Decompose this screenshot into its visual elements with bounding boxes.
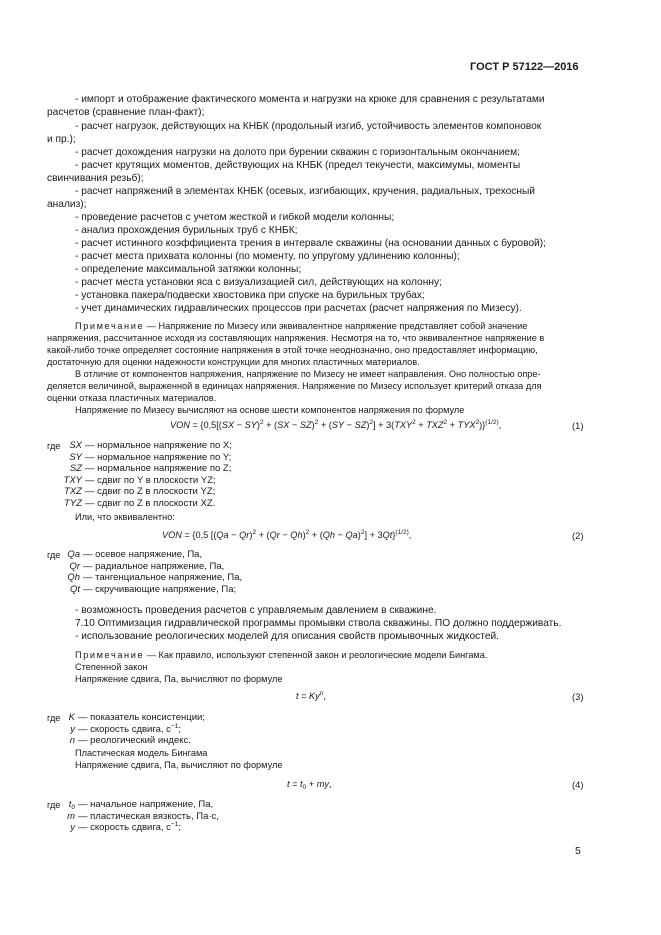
formula-power-law: $t = Ky^n$, bbox=[296, 690, 326, 701]
definition-row: TXZ — сдвиг по Z в плоскости YZ; bbox=[64, 486, 216, 498]
definition-row: n — реологический индекс. bbox=[69, 735, 191, 747]
where-label: где bbox=[47, 800, 61, 810]
note-text: напряжения, рассчитанное исходя из составляющих напряжения. Несмотря на то, что эквивалентное напряжение в bbox=[47, 333, 545, 343]
definition-row: SX — нормальное напряжение по X; bbox=[69, 440, 232, 451]
list-item: - использование реологических моделей для описания свойств промывочных жидкостей. bbox=[75, 631, 500, 642]
definition-row: y — скорость сдвига, $с^{-1}$; bbox=[70, 722, 181, 735]
list-item: - импорт и отображение фактического момента и нагрузки на крюке для сравнения с результатами bbox=[75, 94, 545, 105]
note-text: оценки отказа пластичных материалов. bbox=[47, 393, 217, 403]
note-rheology bbox=[75, 649, 487, 661]
list-item: - проведение расчетов с учетом жесткой и гибкой модели колонны; bbox=[75, 212, 395, 223]
list-item: - расчет дохождения нагрузки на долото при бурении скважин с горизонтальным окончанием; bbox=[75, 147, 520, 158]
list-item: - расчет нагрузок, действующих на КНБК (продольный изгиб, устойчивость элементов компоновок bbox=[75, 121, 542, 132]
definition-row: Qr — радиальное напряжение, Па, bbox=[69, 560, 225, 572]
variable-definitions bbox=[60, 799, 219, 834]
note-text: деляется величиной, выраженной в единицах напряжения. Напряжение по Мизесу использует критерий отказа для bbox=[47, 381, 542, 391]
page-number: 5 bbox=[575, 845, 581, 857]
where-label: где bbox=[47, 441, 61, 451]
list-item: - расчет крутящих моментов, действующих на КНБК (предел текучести, максимумы, моменты bbox=[75, 160, 521, 171]
formula-intro: Напряжение сдвига, Па, вычисляют по формуле bbox=[75, 760, 283, 770]
variable-definitions bbox=[60, 440, 232, 510]
formula-von-mises-alt: VON = {0,5 $[(Qa - Qr)^2 + (Qr - Qh)^2 + (Qh - Qa)^2] + 3Qt\}^{(1/2)}$, bbox=[162, 529, 412, 540]
list-item: - расчет истинного коэффициента трения в интервале скважины (на основании данных с буровой); bbox=[75, 238, 546, 249]
note-label: Примечание bbox=[75, 650, 145, 660]
note-text: В отличие от компонентов напряжения, напряжение по Мизесу не имеет направления. Оно полностью опре- bbox=[75, 369, 541, 379]
definition-row: y — скорость сдвига, $с^{-1}$; bbox=[70, 821, 181, 834]
list-item: - расчет напряжений в элементах КНБК (осевых, изгибающих, кручения, радиальных, трехосный bbox=[75, 186, 535, 197]
list-item: и пр.); bbox=[47, 134, 76, 145]
definition-row: Qt — скручивающие напряжение, Па; bbox=[69, 583, 237, 595]
where-label: где bbox=[47, 550, 61, 560]
definition-row: SY — нормальное напряжение по Y; bbox=[69, 451, 232, 463]
list-item: - анализ прохождения бурильных труб с КНБК; bbox=[75, 225, 298, 236]
list-item: - расчет места прихвата колонны (по моменту, по упругому удлинению колонны); bbox=[75, 251, 460, 262]
definition-row: Qh — тангенциальное напряжение, Па, bbox=[67, 572, 243, 584]
note-text: — Напряжение по Мизесу или эквивалентное напряжение представляет собой значение bbox=[146, 321, 528, 331]
formula-intro: Напряжение по Мизесу вычисляют на основе шести компонентов напряжения по формуле bbox=[75, 405, 465, 415]
variable-definitions bbox=[60, 549, 242, 595]
note-text: достаточную для оценки надежности конструкции для многих пластичных материалов. bbox=[47, 357, 420, 367]
formula-number: (3) bbox=[572, 691, 584, 702]
note-label: Примечание bbox=[75, 321, 145, 331]
formula-intro: Напряжение сдвига, Па, вычисляют по формуле bbox=[75, 674, 283, 684]
subsection-title: Степенной закон bbox=[75, 662, 148, 672]
note-text: — Как правило, используют степенной закон и реологические модели Бингама. bbox=[146, 650, 488, 660]
definition-row: TXY — сдвиг по Y в плоскости YZ; bbox=[63, 474, 216, 486]
list-item: расчетов (сравнение план-факт); bbox=[47, 107, 205, 118]
definition-row: m — пластическая вязкость, Па·с, bbox=[67, 810, 219, 822]
formula-number: (4) bbox=[572, 779, 584, 790]
list-item: - расчет места установки яса с визуализацией сил, действующих на колонну; bbox=[75, 277, 442, 288]
where-label: где bbox=[47, 713, 61, 723]
or-equivalent: Или, что эквивалентно: bbox=[75, 512, 175, 522]
formula-number: (2) bbox=[572, 530, 584, 541]
formula-bingham: $t = t_0$ + my, bbox=[287, 779, 332, 791]
variable-definitions bbox=[60, 712, 205, 747]
list-item: - возможность проведения расчетов с управляемым давлением в скважине. bbox=[75, 605, 437, 616]
list-item: - учет динамических гидравлических процессов при расчетах (расчет напряжения по Мизесу). bbox=[75, 303, 522, 314]
definition-row: TYZ — сдвиг по Z в плоскости XZ. bbox=[64, 497, 216, 509]
definition-row: Qa — осевое напряжение, Па, bbox=[67, 549, 203, 560]
note-text: какой-либо точке определяет состояние напряжения в этой точке неоднозначно, оно предоставляет информацию, bbox=[47, 345, 538, 355]
list-item: - определение максимальной затяжки колонны; bbox=[75, 264, 302, 275]
definition-row: K — показатель консистенции; bbox=[68, 712, 205, 723]
section-heading: 7.10 Оптимизация гидравлической программы промывки ствола скважины. ПО должно поддерживать. bbox=[75, 618, 562, 629]
definition-row: $t_0$ — начальное напряжение, Па, bbox=[68, 799, 214, 811]
formula-von-mises: VON = $\{0,5[(SX - SY)^2 + (SX - SZ)^2 + (SY - SZ)^2] + 3(TXY^2 + TXZ^2 + TYX^2)\}^{(1/2)}$, bbox=[170, 419, 502, 430]
list-item: свинчивания резьб); bbox=[47, 173, 144, 184]
document-code: ГОСТ Р 57122—2016 bbox=[470, 61, 579, 73]
definition-row: SZ — нормальное напряжение по Z; bbox=[69, 463, 232, 475]
list-item: - установка пакера/подвески хвостовика при спуске на бурильных трубах; bbox=[75, 290, 425, 301]
formula-number: (1) bbox=[572, 420, 584, 431]
list-item: анализ); bbox=[47, 199, 87, 210]
subsection-title: Пластическая модель Бингама bbox=[75, 748, 208, 758]
